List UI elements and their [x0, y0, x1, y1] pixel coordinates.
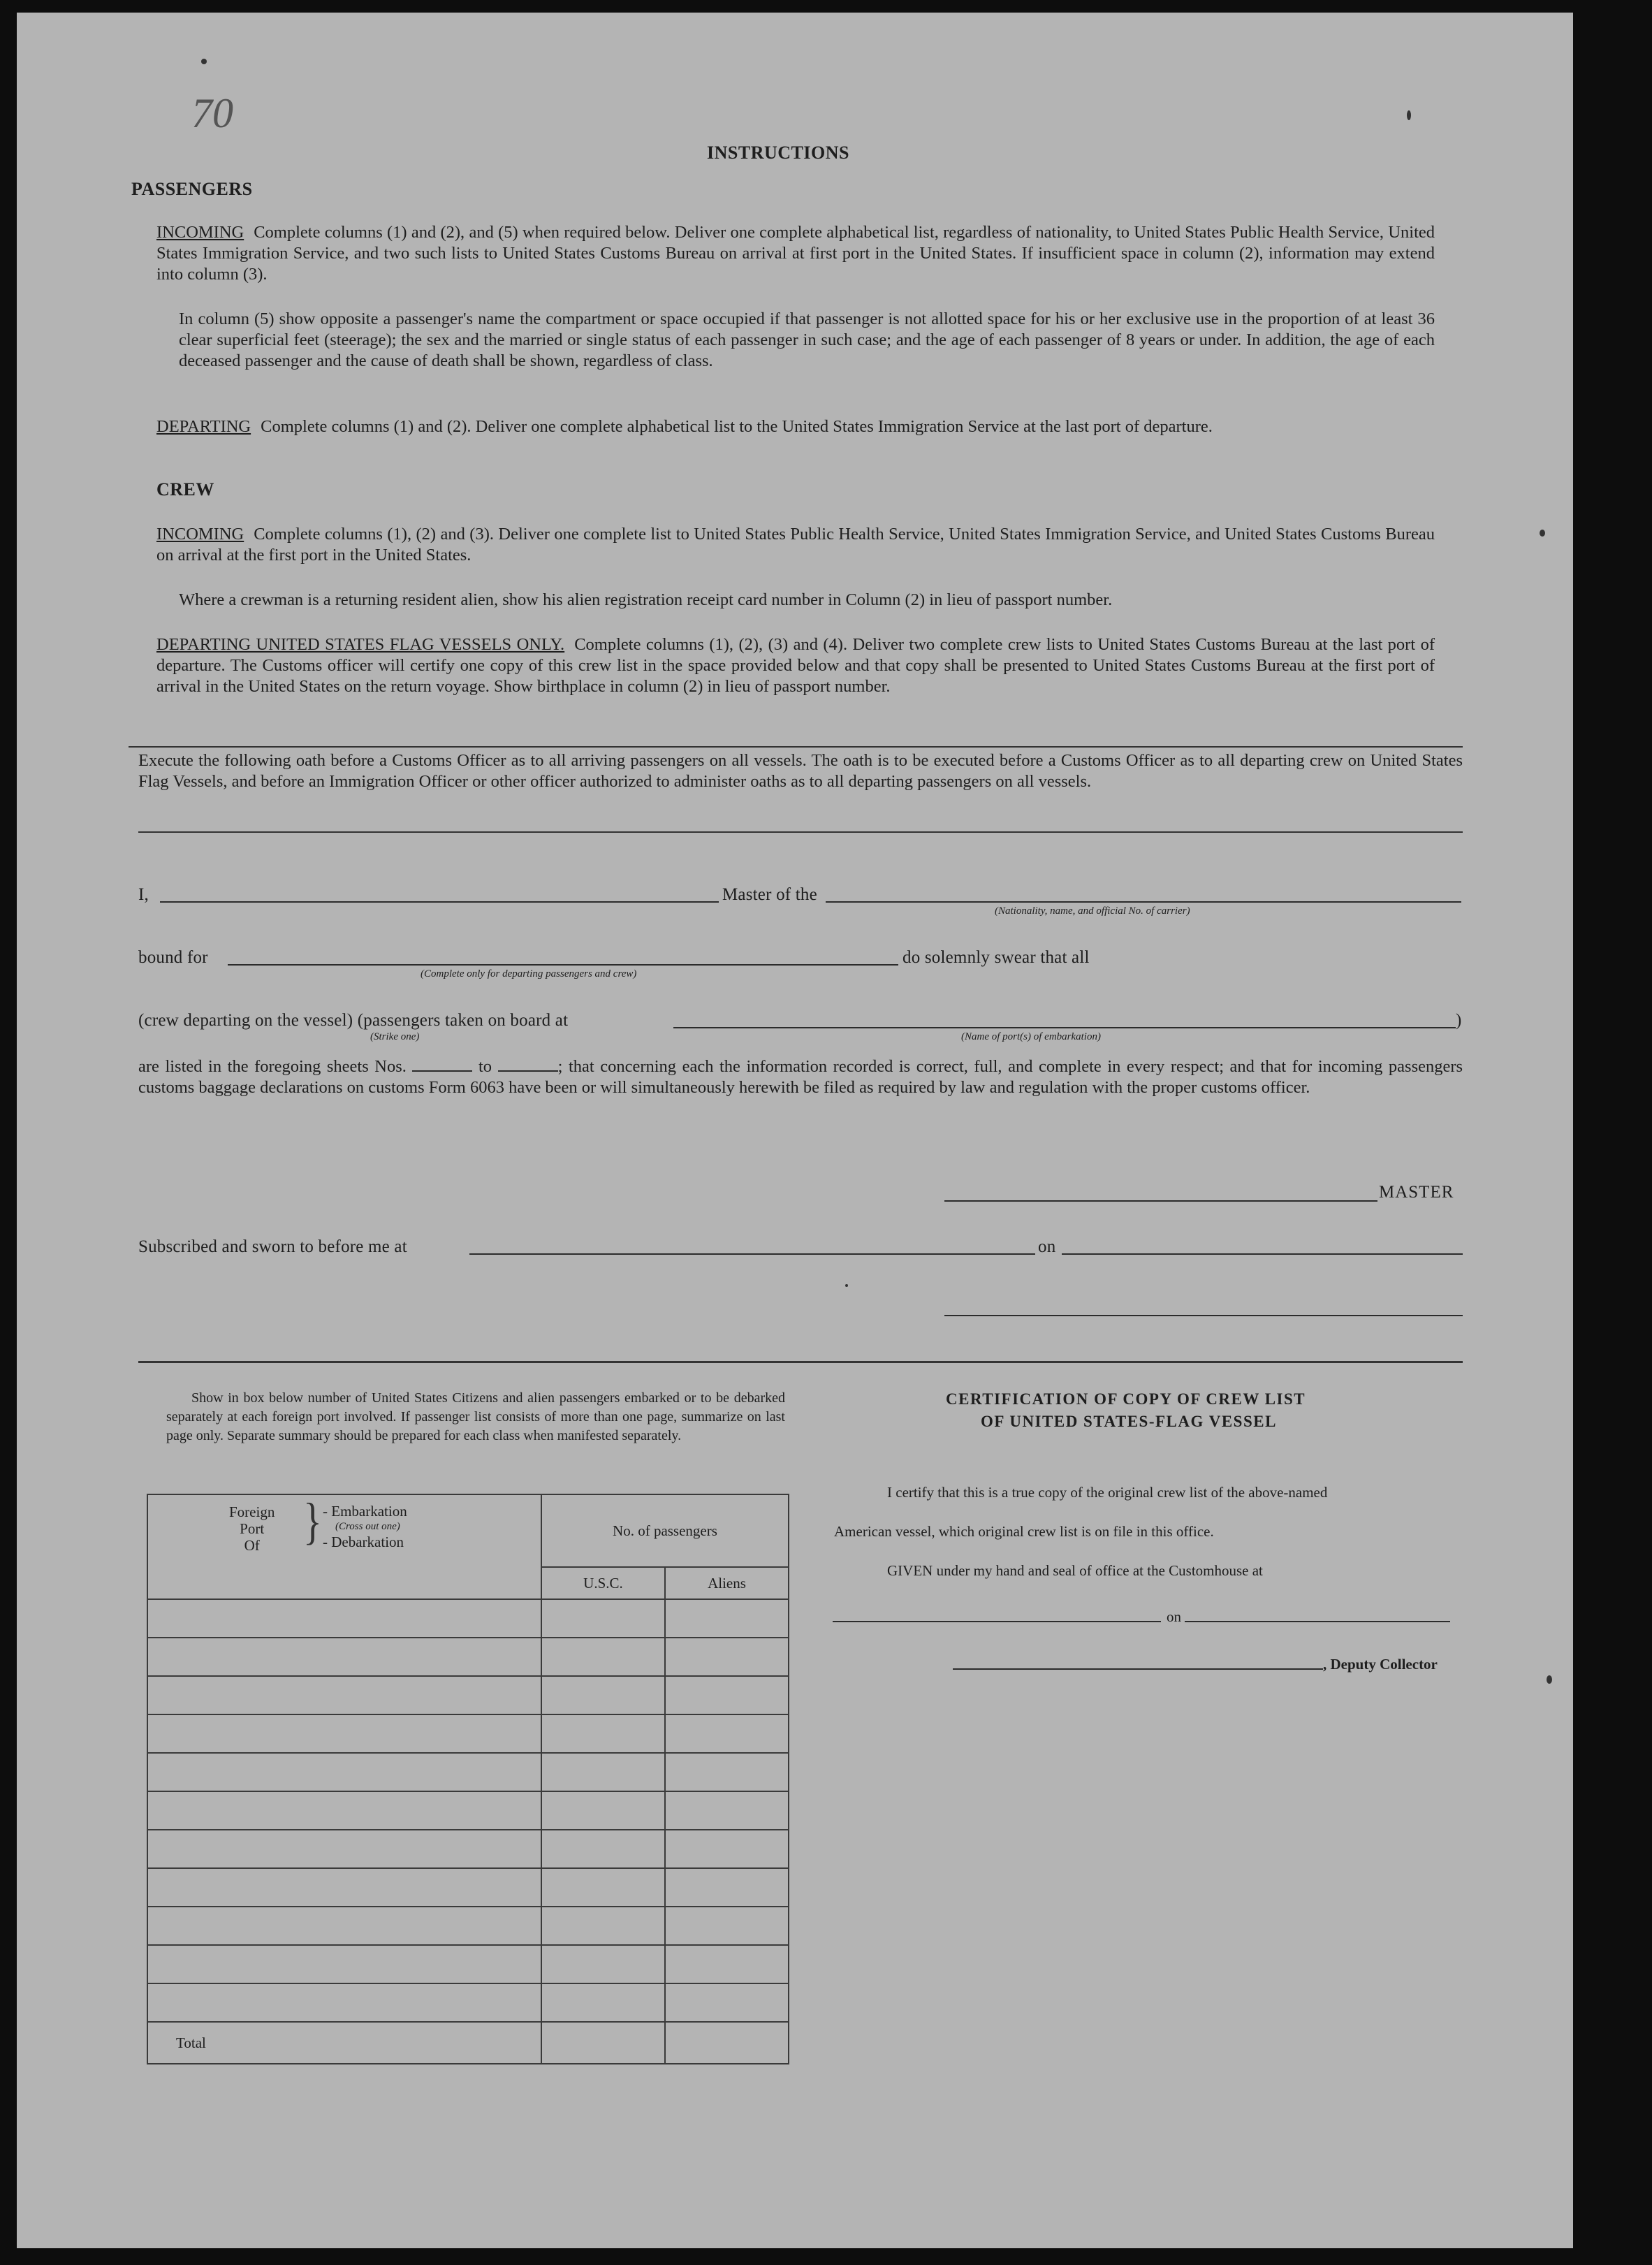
speck [1540, 530, 1545, 537]
crew-incoming-paragraph [156, 524, 1435, 566]
port-cell[interactable] [147, 1791, 541, 1830]
sheet-to-blank[interactable] [498, 1058, 558, 1072]
speck [1407, 110, 1411, 120]
crew-departing-label: (crew departing on the vessel) (passengers taken on board at [138, 1011, 569, 1030]
summary-row [147, 1753, 789, 1791]
aliens-cell[interactable] [665, 1714, 789, 1753]
usc-cell[interactable] [541, 1983, 665, 2022]
port-cell[interactable] [147, 1714, 541, 1753]
complete-only-caption: (Complete only for departing passengers and crew) [421, 968, 637, 979]
port-cell[interactable] [147, 1599, 541, 1638]
port-cell[interactable] [147, 1945, 541, 1983]
port-cell[interactable] [147, 1830, 541, 1868]
port-label: Port [240, 1520, 265, 1537]
usc-cell[interactable] [541, 1791, 665, 1830]
summary-rows [147, 1599, 789, 2022]
summary-row [147, 1638, 789, 1676]
nationality-caption: (Nationality, name, and official No. of carrier) [995, 905, 1190, 917]
foreign-label: Foreign [229, 1503, 275, 1520]
oath-i-label: I, [138, 885, 149, 904]
crew-incoming-text: Complete columns (1), (2) and (3). Deliver one complete list to United States Public Health Service, United States Immigration Service, and United States Customs Bureau on arrival at the first port in the United States. [156, 525, 1435, 565]
crew-alien-paragraph: Where a crewman is a returning resident alien, show his alien registration receipt card number in Column (2) in lieu of passport number. [179, 590, 1113, 609]
customhouse-line[interactable] [833, 1621, 1161, 1622]
certification-title-2: OF UNITED STATES-FLAG VESSEL [981, 1413, 1277, 1430]
passengers-departing-paragraph [156, 416, 1435, 437]
speck [1547, 1675, 1552, 1684]
summary-row [147, 1868, 789, 1907]
officer-signature-line[interactable] [944, 1315, 1463, 1316]
aliens-cell[interactable] [665, 1753, 789, 1791]
certification-title-1: CERTIFICATION OF COPY OF CREW LIST [946, 1390, 1306, 1408]
subscribed-date-line[interactable] [1062, 1253, 1463, 1255]
debarkation-label: - Debarkation [323, 1534, 404, 1550]
summary-row [147, 1791, 789, 1830]
document-page [17, 13, 1573, 2248]
speck [845, 1284, 848, 1287]
no-of-passengers-header: No. of passengers [541, 1494, 789, 1567]
summary-row [147, 1830, 789, 1868]
usc-cell[interactable] [541, 1714, 665, 1753]
crew-heading: CREW [156, 479, 214, 500]
aliens-cell[interactable] [665, 1945, 789, 1983]
summary-instructions: Show in box below number of United States Citizens and alien passengers embarked or to be debarked separately at each foreign port involved. If passenger list consists of more than one page, summarize on last page only. Separate summary should be prepared for each class when manifested separately. [166, 1390, 785, 1443]
aliens-cell[interactable] [665, 1907, 789, 1945]
bleed-through-text [17, 152, 94, 172]
aliens-cell[interactable] [665, 1676, 789, 1714]
passengers-heading: PASSENGERS [131, 179, 253, 199]
passengers-departing-label: DEPARTING [156, 417, 251, 436]
aliens-cell[interactable] [665, 1638, 789, 1676]
crew-departing-text: Complete columns (1), (2), (3) and (4). Deliver two complete crew lists to United States Customs Bureau at the last port of departure. The Customs officer will certify one copy of this crew list in the space provided below and that copy shall be presented to United States Customs Bureau at the first port of arrival in the United States on the return voyage. Show birthplace in column (2) in lieu of passport number. [156, 635, 1435, 696]
usc-cell[interactable] [541, 1907, 665, 1945]
listed-paragraph [138, 1056, 1463, 1098]
column5-paragraph: In column (5) show opposite a passenger's name the compartment or space occupied if that passenger is not allotted space for his or her exclusive use in the proportion of at least 36 clear superficial feet (steerage); the sex and the married or single status of each passenger in such case; and the age of each passenger of 8 years or under. In addition, the age of each deceased passenger and the cause of death shall be shown, regardless of class. [179, 309, 1435, 370]
sheet-from-blank[interactable] [412, 1058, 472, 1072]
close-paren: ) [1456, 1011, 1462, 1030]
aliens-cell[interactable] [665, 1830, 789, 1868]
passengers-incoming-label: INCOMING [156, 223, 244, 242]
aliens-cell[interactable] [665, 1791, 789, 1830]
listed-text-a: are listed in the foregoing sheets Nos. [138, 1057, 407, 1076]
passenger-summary-table [147, 1494, 789, 2064]
certification-on-label: on [1167, 1608, 1181, 1625]
total-usc-cell[interactable] [541, 2022, 665, 2064]
summary-total-row [147, 2022, 789, 2064]
port-cell[interactable] [147, 1907, 541, 1945]
usc-cell[interactable] [541, 1945, 665, 1983]
handwritten-mark: 70 [191, 90, 233, 136]
aliens-cell[interactable] [665, 1868, 789, 1907]
given-text: GIVEN under my hand and seal of office at the Customhouse at [887, 1562, 1263, 1579]
usc-cell[interactable] [541, 1676, 665, 1714]
aliens-cell[interactable] [665, 1599, 789, 1638]
certification-date-line[interactable] [1185, 1621, 1450, 1622]
port-cell[interactable] [147, 1868, 541, 1907]
passengers-incoming-text: Complete columns (1) and (2), and (5) when required below. Deliver one complete alphabetical list, regardless of nationality, to United States Public Health Service, United States Immigration Service, and two such lists to United States Customs Bureau on arrival at first port in the United States. If insufficient space in column (2), information may extend into column (3). [156, 223, 1435, 284]
port-cell[interactable] [147, 1638, 541, 1676]
summary-row [147, 1983, 789, 2022]
usc-cell[interactable] [541, 1599, 665, 1638]
master-signature-line[interactable] [944, 1200, 1377, 1202]
divider-bottom [138, 1361, 1463, 1363]
certify-text-2: American vessel, which original crew list is on file in this office. [834, 1523, 1214, 1540]
page-title: INSTRUCTIONS [707, 143, 849, 163]
usc-cell[interactable] [541, 1868, 665, 1907]
deputy-collector-label: , Deputy Collector [1323, 1656, 1438, 1673]
strike-one-caption: (Strike one) [370, 1031, 420, 1042]
foreign-port-header [147, 1494, 541, 1599]
summary-row [147, 1676, 789, 1714]
do-solemnly-label: do solemnly swear that all [902, 948, 1090, 967]
ports-caption: (Name of port(s) of embarkation) [961, 1031, 1101, 1042]
usc-cell[interactable] [541, 1753, 665, 1791]
summary-row [147, 1599, 789, 1638]
oath-intro: Execute the following oath before a Customs Officer as to all arriving passengers on all vessels. The oath is to be executed before a Customs Officer as to all departing crew on United States Flag Vessels, and before an Immigration Officer or other officer authorized to administer oaths as to all departing passengers on all vessels. [138, 751, 1463, 791]
embarkation-label: - Embarkation [323, 1503, 407, 1520]
brace-icon: } [303, 1493, 322, 1550]
usc-header: U.S.C. [541, 1567, 665, 1599]
deputy-signature-line[interactable] [953, 1668, 1323, 1670]
summary-row [147, 1907, 789, 1945]
ports-line[interactable] [673, 1027, 1456, 1028]
certify-text: I certify that this is a true copy of the original crew list of the above-named [887, 1484, 1328, 1501]
total-label: Total [147, 2022, 541, 2064]
divider-oath [138, 831, 1463, 833]
port-cell[interactable] [147, 1983, 541, 2022]
oath-name-line[interactable] [160, 901, 719, 903]
usc-cell[interactable] [541, 1638, 665, 1676]
divider-top [129, 746, 1463, 748]
crew-departing-paragraph [156, 634, 1435, 697]
passengers-incoming-paragraph [156, 222, 1435, 285]
cross-out-caption: (Cross out one) [335, 1521, 400, 1532]
port-cell[interactable] [147, 1676, 541, 1714]
subscribed-label: Subscribed and sworn to before me at [138, 1237, 407, 1256]
master-label: MASTER [1379, 1183, 1454, 1202]
bound-for-label: bound for [138, 948, 208, 967]
of-label: Of [244, 1537, 260, 1554]
crew-incoming-label: INCOMING [156, 525, 244, 544]
aliens-cell[interactable] [665, 1983, 789, 2022]
subscribed-place-line[interactable] [469, 1253, 1035, 1255]
passengers-departing-text: Complete columns (1) and (2). Deliver one complete alphabetical list to the United States Immigration Service at the last port of departure. [261, 417, 1213, 436]
oath-vessel-line[interactable] [826, 901, 1461, 903]
port-cell[interactable] [147, 1753, 541, 1791]
usc-cell[interactable] [541, 1830, 665, 1868]
speck [201, 59, 207, 64]
total-aliens-cell[interactable] [665, 2022, 789, 2064]
listed-text-b: ; that concerning each the information recorded is correct, full, and complete in every respect; and that for incoming passengers customs baggage declarations on customs Form 6063 have been or will simultaneously herewith be filed as required by law and regulation with the proper customs officer. [138, 1057, 1463, 1097]
crew-departing-label: DEPARTING UNITED STATES FLAG VESSELS ONLY. [156, 635, 565, 654]
listed-to-label: to [478, 1057, 492, 1076]
aliens-header: Aliens [665, 1567, 789, 1599]
summary-row [147, 1714, 789, 1753]
bound-for-line[interactable] [228, 964, 898, 966]
master-of-the-label: Master of the [722, 885, 817, 904]
summary-row [147, 1945, 789, 1983]
subscribed-on-label: on [1038, 1237, 1056, 1256]
